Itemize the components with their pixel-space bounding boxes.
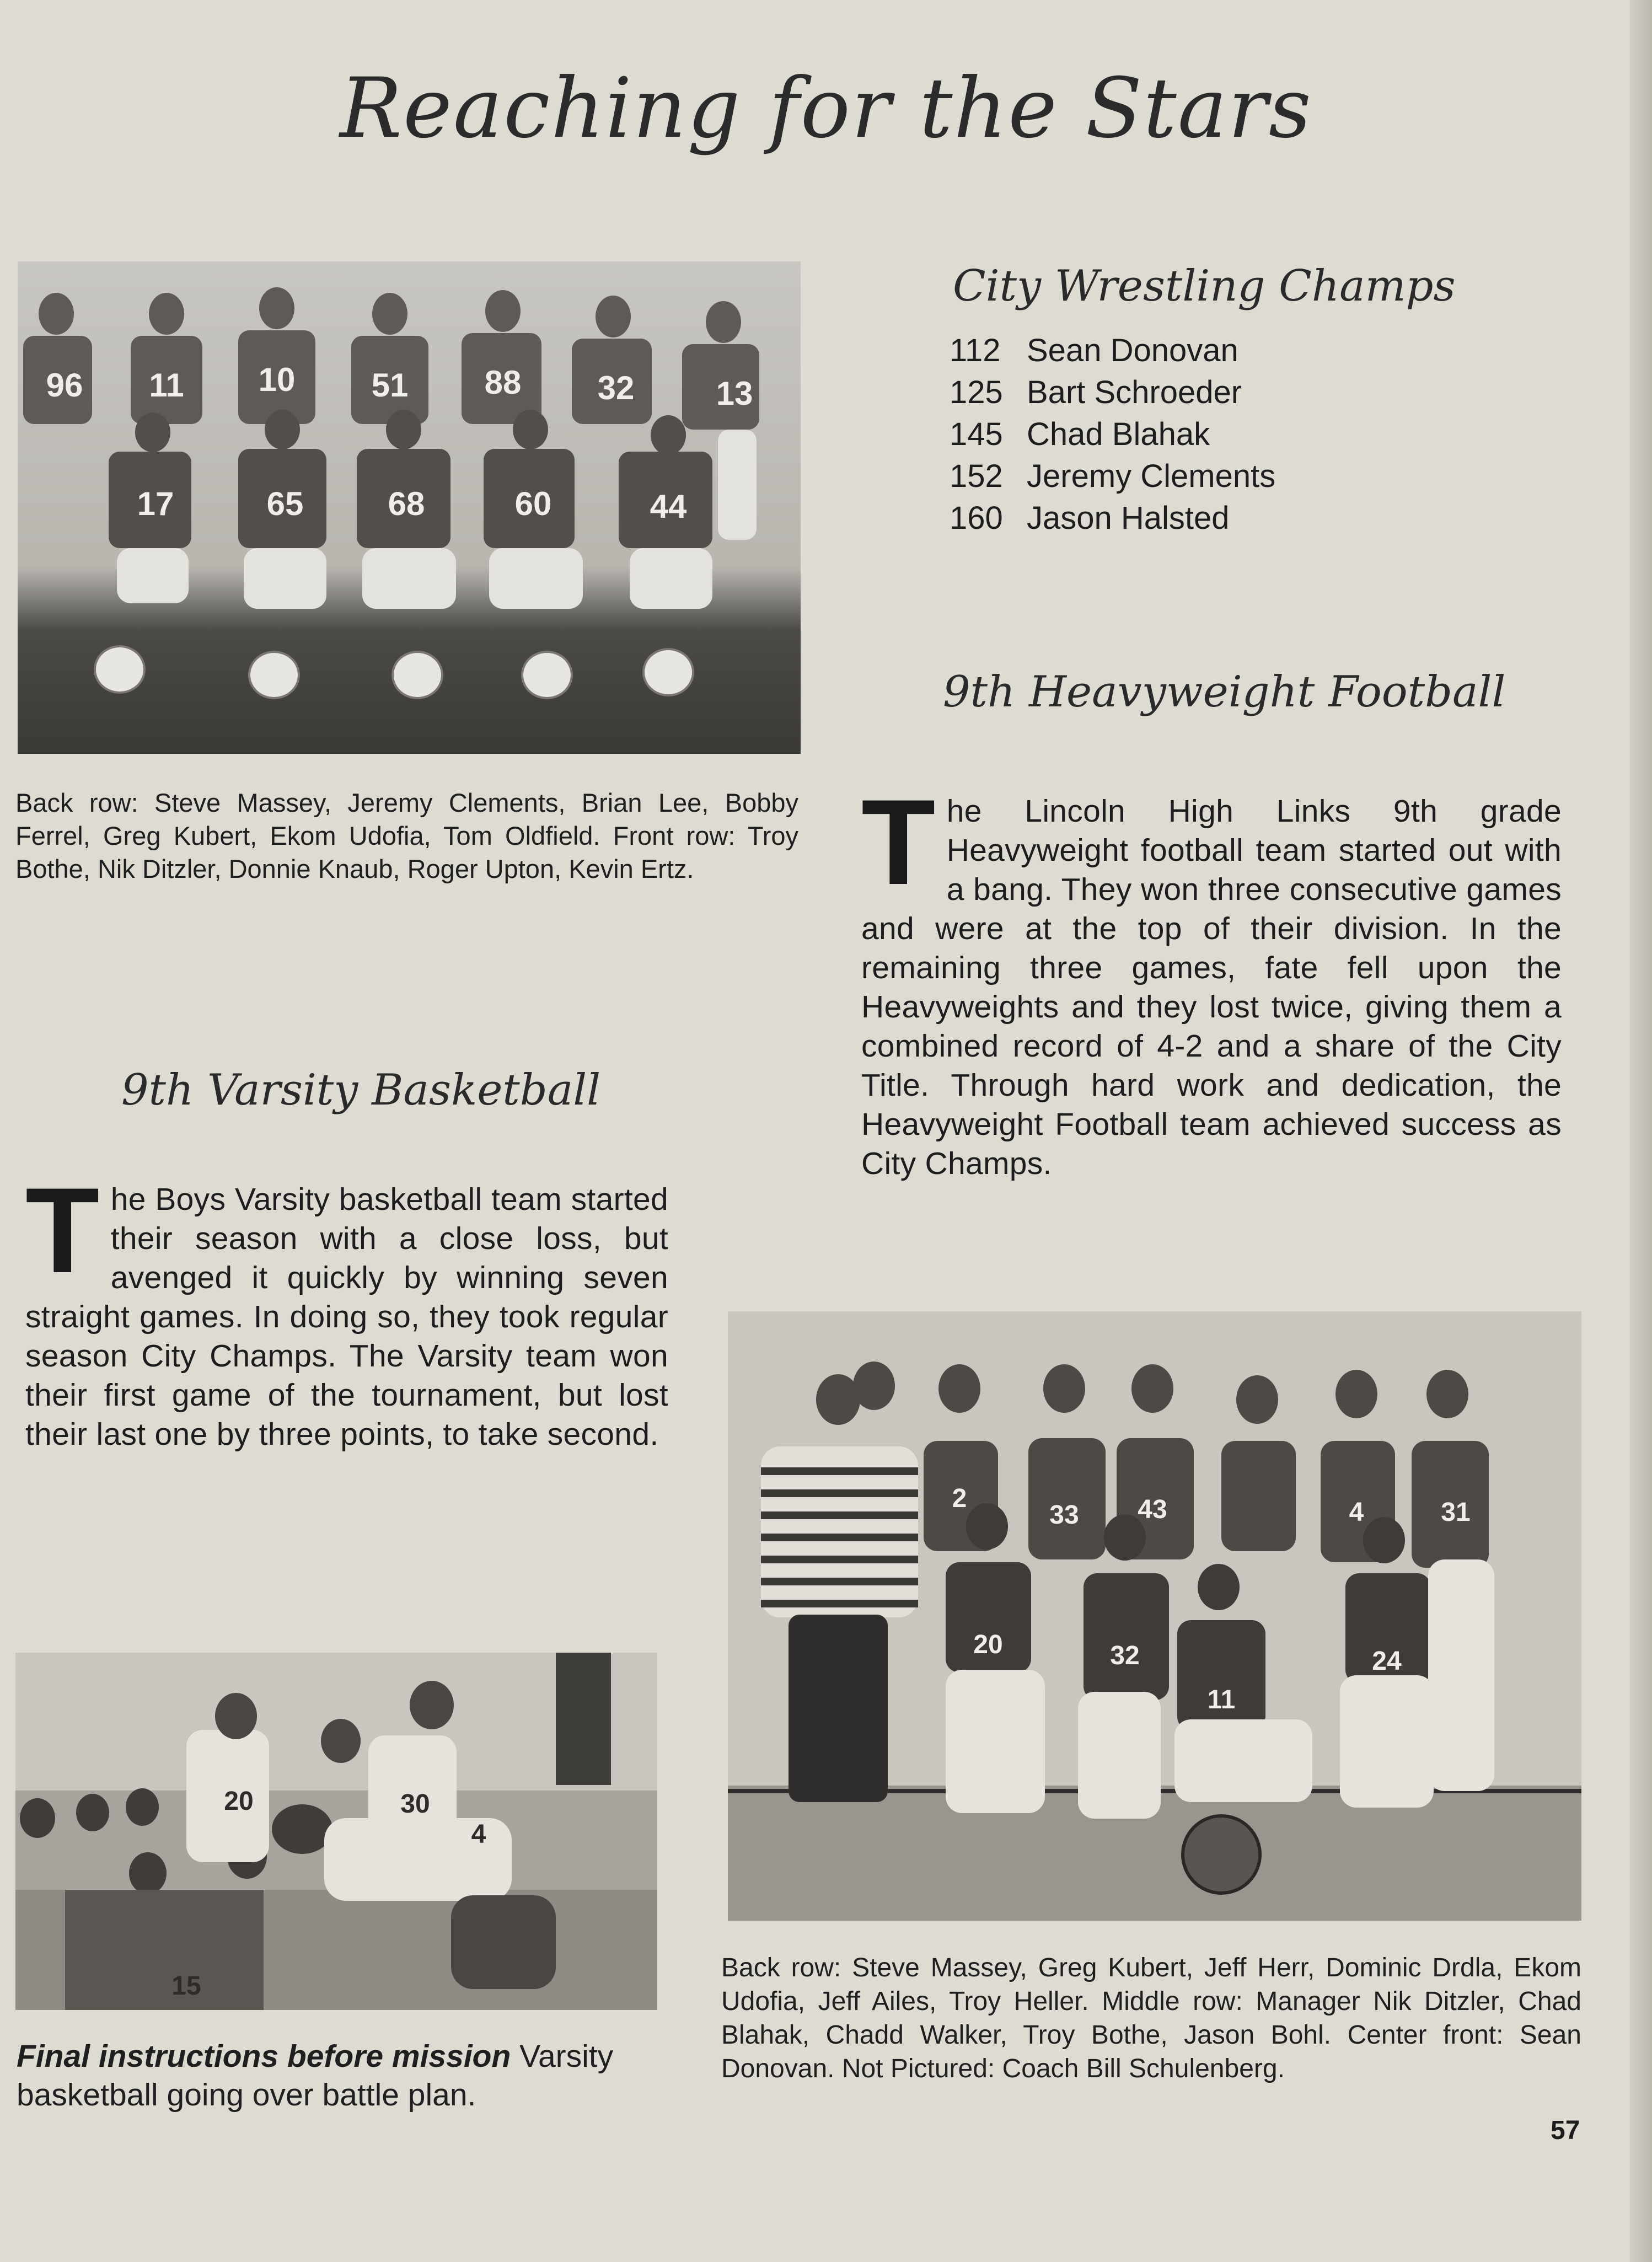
jersey-number: 30 <box>400 1789 430 1819</box>
football-heading: 9th Heavyweight Football <box>943 667 1506 717</box>
roster-item <box>950 455 1275 497</box>
weight-class: 160 <box>950 500 1003 536</box>
football-photo-caption: Back row: Steve Massey, Jeremy Clements, Brian Lee, Bobby Ferrel, Greg Kubert, Ekom Udofia, Tom Oldfield. Front row: Troy Bothe, Nik Ditzler, Donnie Knaub, Roger Upton, Kevin Ertz. <box>15 788 798 883</box>
jersey-number: 65 <box>266 485 304 522</box>
caption-rest: Varsity basketball going over battle plan. <box>17 2039 614 2113</box>
basketball-heading: 9th Varsity Basketball <box>121 1065 601 1115</box>
jersey-number: 96 <box>46 367 83 404</box>
jersey-number: 2 <box>952 1484 967 1513</box>
jersey-number: 4 <box>1349 1498 1364 1527</box>
wrestling-heading: City Wrestling Champs <box>953 261 1456 311</box>
basketball-team-photo <box>728 1311 1581 1921</box>
football-article <box>861 774 1562 1183</box>
jersey-number: 11 <box>1207 1685 1236 1714</box>
jersey-number: 17 <box>137 485 174 522</box>
jersey-number: 31 <box>1441 1498 1471 1527</box>
roster-item <box>950 497 1275 539</box>
football-body: he Lincoln High Links 9th grade Heavyweight football team started out with a bang. They won three consecutive games and were at the top of their division. In the remaining three games, fate fell upon the Heavyweights and they lost twice, giving them a combined record of 4-2 and a share of the City Title. Through hard work and dedication, the Heavyweight Football team achieved success as City Champs. <box>861 794 1562 1181</box>
jersey-number: 60 <box>514 485 552 522</box>
page-edge <box>1630 0 1652 2262</box>
basketball-body: he Boys Varsity basketball team started their season with a close loss, but avenged it quickly by winning seven straight games. In doing so, they took regular season City Champs. The Varsity team won their first game of the tournament, but lost their last one by three points, to take second. <box>25 1182 668 1452</box>
weight-class: 145 <box>950 416 1003 452</box>
football-dropcap: T <box>861 774 936 910</box>
roster-item <box>950 330 1275 372</box>
wrestler-name: Chad Blahak <box>1027 416 1210 452</box>
page-title: Reaching for the Stars <box>340 61 1312 157</box>
wrestler-name: Jeremy Clements <box>1027 458 1276 494</box>
jersey-number: 20 <box>973 1630 1003 1659</box>
jersey-number: 20 <box>224 1787 254 1816</box>
weight-class: 125 <box>950 374 1003 410</box>
jersey-number: 32 <box>597 369 635 406</box>
basketball-article <box>25 1162 668 1454</box>
wrestler-name: Jason Halsted <box>1027 500 1230 536</box>
jersey-number: 15 <box>171 1971 201 2001</box>
basketball-dropcap: T <box>25 1162 100 1298</box>
jersey-number: 10 <box>258 361 296 398</box>
jersey-number: 68 <box>388 485 425 522</box>
jersey-number: 44 <box>650 488 687 525</box>
huddle-photo-caption <box>17 2037 662 2114</box>
jersey-number: 32 <box>1110 1641 1140 1670</box>
team-photo-caption: Back row: Steve Massey, Greg Kubert, Jeff Herr, Dominic Drdla, Ekom Udofia, Jeff Ailes, Troy Heller. Middle row: Manager Nik Ditzler, Chad Blahak, Chadd Walker, Troy Bothe, Jason Bohl. Center front: Sean Donovan. Not Pictured: Coach Bill Schulenberg. <box>721 1953 1581 2083</box>
jersey-number: 13 <box>716 375 753 412</box>
football-team-photo <box>18 261 801 754</box>
jersey-number: 4 <box>471 1820 486 1849</box>
weight-class: 112 <box>950 333 1001 368</box>
wrestling-roster <box>950 330 1275 539</box>
jersey-number: 11 <box>149 367 184 404</box>
jersey-number: 33 <box>1049 1500 1079 1530</box>
wrestler-name: Sean Donovan <box>1027 333 1238 368</box>
caption-bold-lead: Final instructions before mission <box>17 2039 511 2074</box>
jersey-number: 43 <box>1138 1495 1167 1524</box>
page-number: 57 <box>1551 2116 1580 2145</box>
basketball-huddle-photo <box>15 1653 657 2010</box>
roster-item <box>950 414 1275 455</box>
roster-item <box>950 372 1275 414</box>
wrestler-name: Bart Schroeder <box>1027 374 1242 410</box>
jersey-number: 24 <box>1372 1647 1402 1676</box>
jersey-number: 88 <box>484 364 522 401</box>
weight-class: 152 <box>950 458 1003 494</box>
jersey-number: 51 <box>371 367 409 404</box>
